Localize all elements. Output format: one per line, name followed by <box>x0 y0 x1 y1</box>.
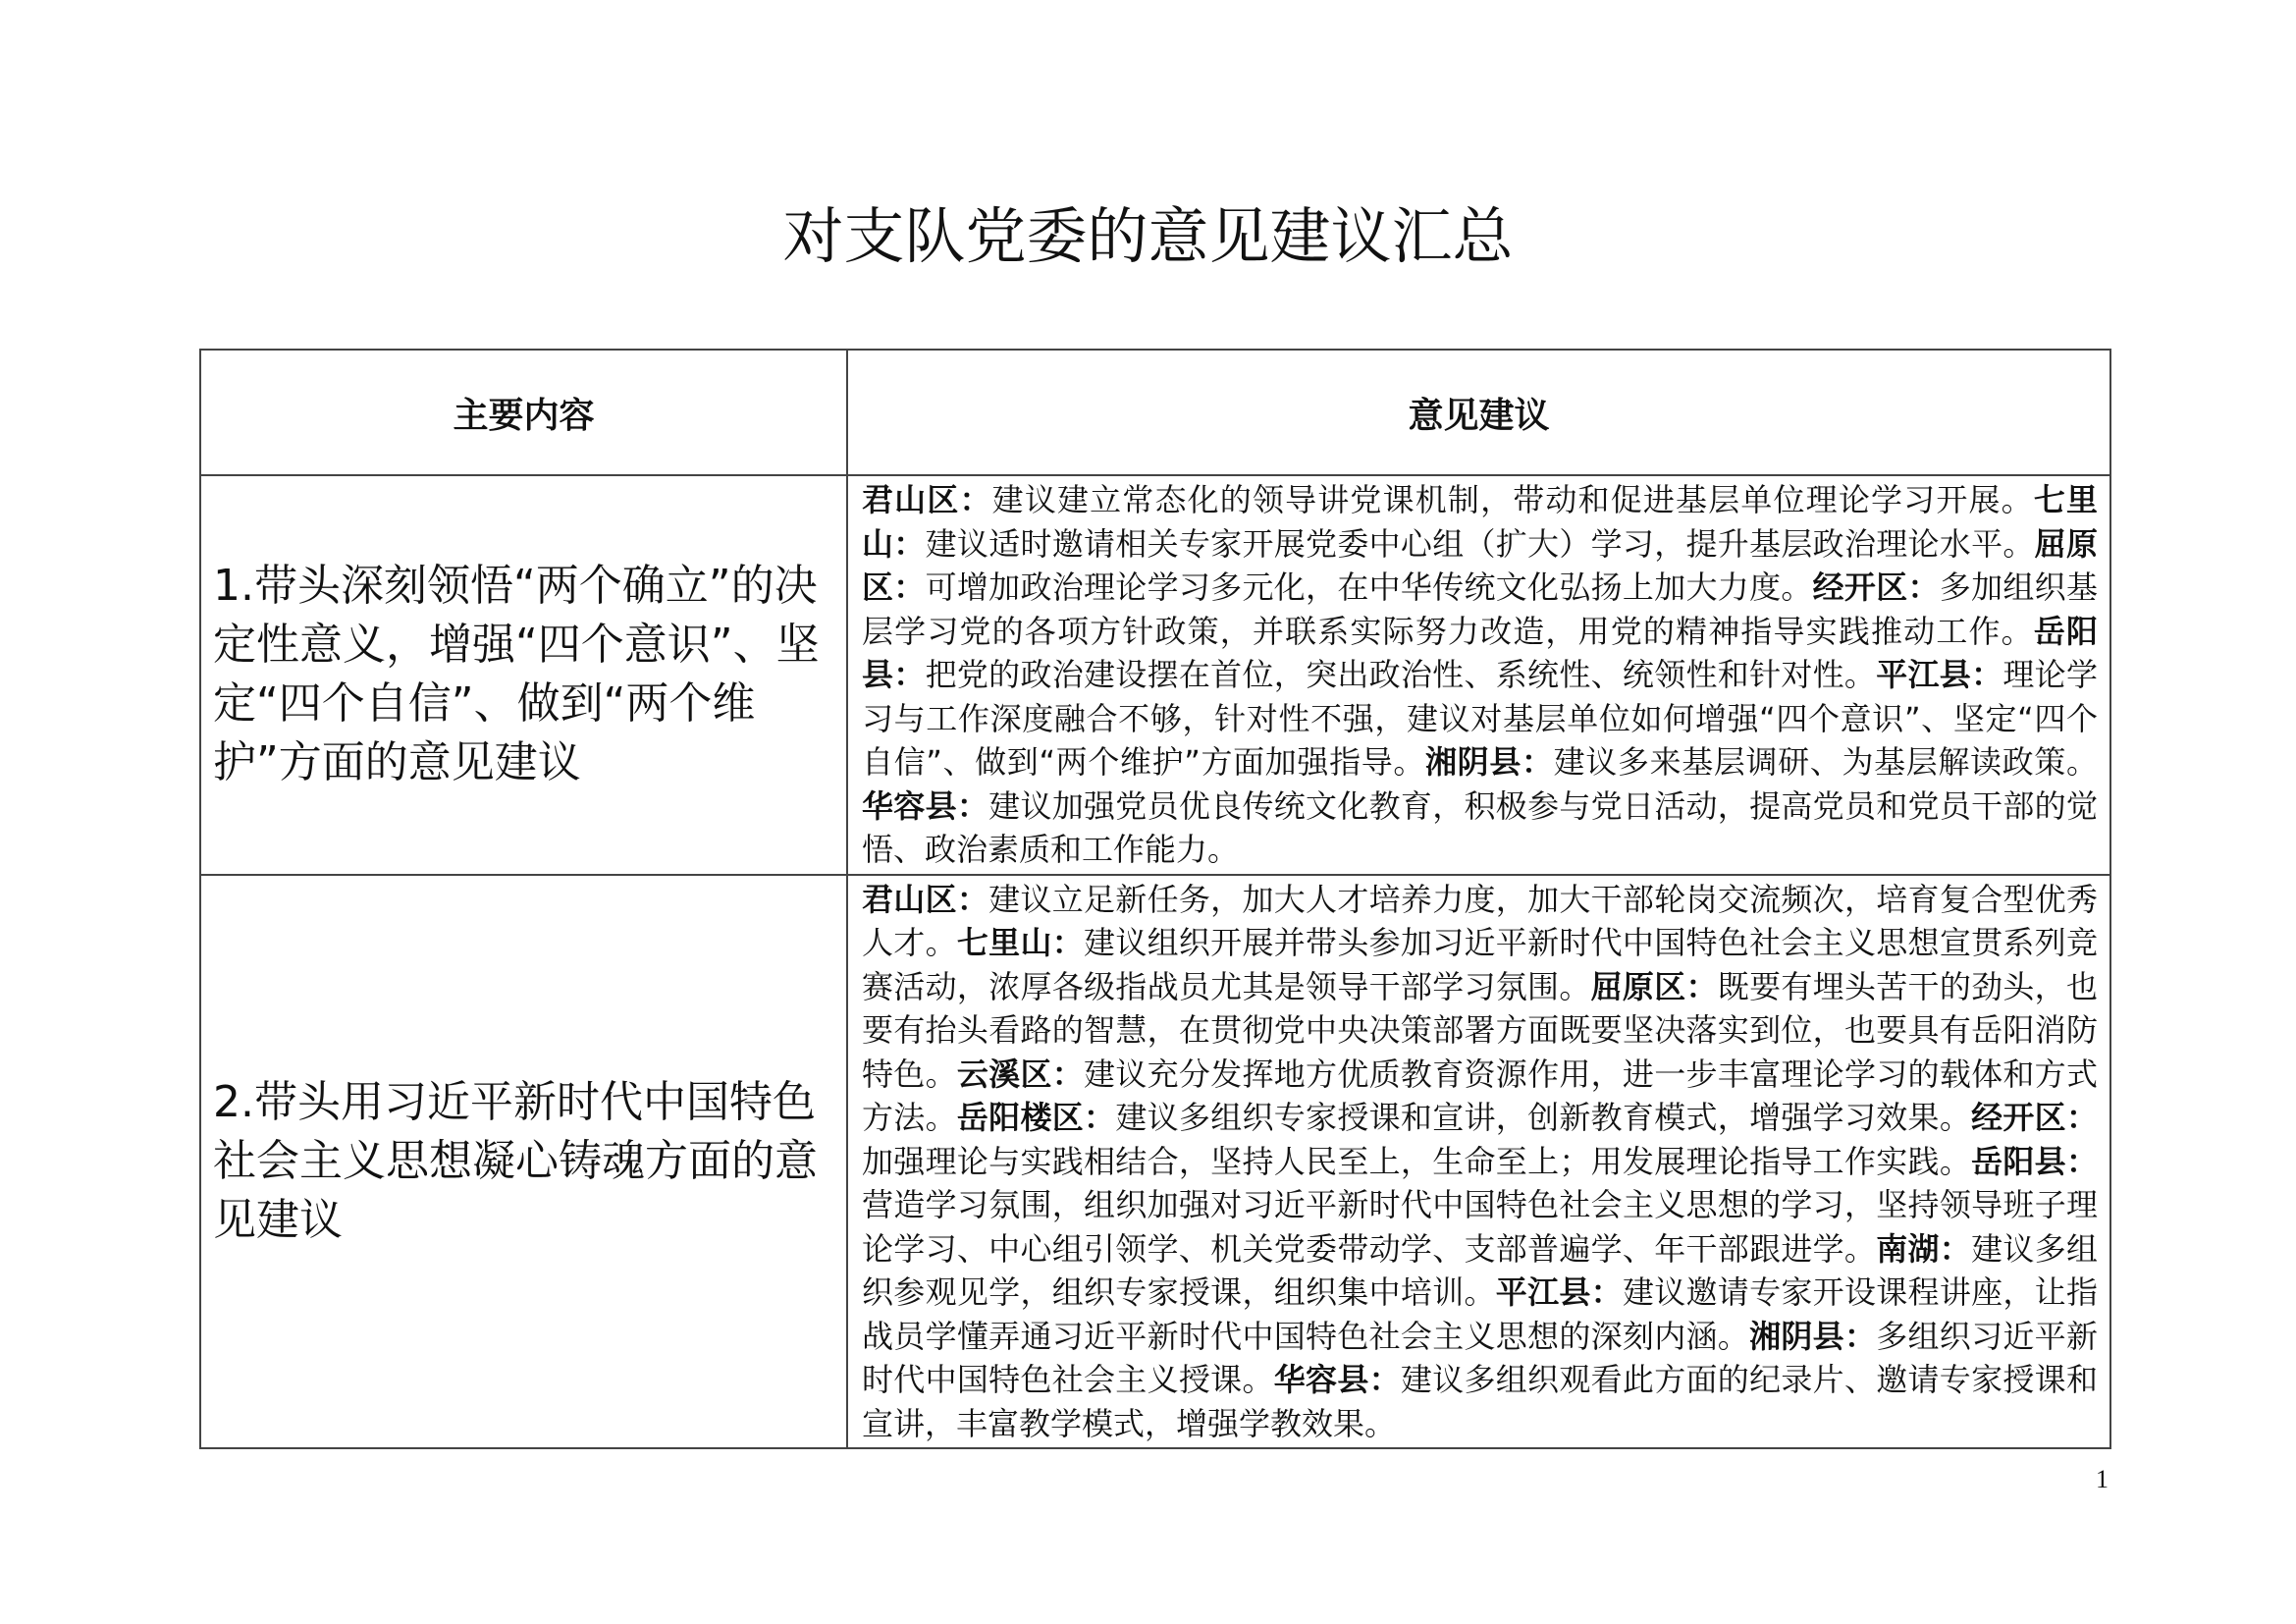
unit-name: 云溪区： <box>956 1055 1085 1093</box>
unit-name: 岳阳县： <box>862 612 2098 693</box>
suggestion-text: 建议适时邀请相关专家开展党委中心组（扩大）学习，提升基层政治理论水平。 <box>925 524 2035 563</box>
suggestion-text: 既要有埋头苦干的劲头，也要有抬头看路的智慧，在贯彻党中央决策部署方面既要坚决落实到位，也要具有岳阳消防特色。 <box>862 967 2098 1093</box>
suggestion-text: 多组织习近平新时代中国特色社会主义授课。 <box>862 1317 2098 1398</box>
suggestion-text: 多加组织基层学习党的各项方针政策，并联系实际努力改造，用党的精神指导实践推动工作。 <box>862 568 2098 650</box>
topic-cell: 1.带头深刻领悟“两个确立”的决定性意义，增强“四个意识”、坚定“四个自信”、做到“两个维护”方面的意见建议 <box>200 475 847 875</box>
suggestion-text: 建议邀请专家开设课程讲座，让指战员学懂弄通习近平新时代中国特色社会主义思想的深刻内涵。 <box>862 1273 2098 1355</box>
unit-name: 君山区： <box>862 481 992 518</box>
unit-name: 平江县： <box>1495 1273 1623 1311</box>
table-row <box>200 875 2110 1449</box>
unit-name: 华容县： <box>862 786 989 825</box>
suggestion-text: 建议立足新任务，加大人才培养力度，加大干部轮岗交流频次，培育复合型优秀人才。 <box>862 880 2098 961</box>
unit-name: 屈原区： <box>1590 967 1718 1005</box>
suggestion-text: 建议多组织专家授课和宣讲，创新教育模式，增强学习效果。 <box>1115 1099 1972 1136</box>
suggestion-text: 建议加强党员优良传统文化教育，积极参与党日活动，提高党员和党员干部的觉悟、政治素质和工作能力。 <box>862 786 2098 868</box>
header-main-content: 主要内容 <box>200 350 847 475</box>
unit-name: 七里山： <box>862 481 2098 563</box>
document-title: 对支队党委的意见建议汇总 <box>782 200 1514 272</box>
unit-name: 湘阴县： <box>1749 1317 1877 1355</box>
suggestion-text: 加强理论与实践相结合，坚持人民至上，生命至上；用发展理论指导工作实践。 <box>862 1142 1972 1180</box>
unit-name: 屈原区： <box>862 524 2098 606</box>
suggestion-table <box>199 349 2111 1449</box>
table-row <box>200 475 2110 875</box>
topic-cell: 2.带头用习近平新时代中国特色社会主义思想凝心铸魂方面的意见建议 <box>200 875 847 1449</box>
suggestion-cell <box>847 875 2110 1449</box>
suggestion-text: 把党的政治建设摆在首位，突出政治性、系统性、统领性和针对性。 <box>925 656 1877 693</box>
suggestion-text: 建议组织开展并带头参加习近平新时代中国特色社会主义思想宣贯系列竞赛活动，浓厚各级指战员尤其是领导干部学习氛围。 <box>862 924 2098 1005</box>
unit-name: 岳阳楼区： <box>956 1099 1116 1136</box>
suggestion-text: 建议多组织参观见学，组织专家授课，组织集中培训。 <box>862 1229 2098 1311</box>
unit-name: 岳阳县： <box>1971 1142 2098 1180</box>
suggestion-text: 建议多组织观看此方面的纪录片、邀请专家授课和宣讲，丰富教学模式，增强学教效果。 <box>862 1361 2098 1442</box>
unit-name: 湘阴县： <box>1425 743 1554 781</box>
suggestion-text: 营造学习氛围，组织加强对习近平新时代中国特色社会主义思想的学习，坚持领导班子理论学习、中心组引领学、机关党委带动学、支部普遍学、年干部跟进学。 <box>862 1186 2098 1268</box>
header-suggestions: 意见建议 <box>847 350 2110 475</box>
unit-name: 经开区： <box>1971 1099 2098 1136</box>
suggestion-text: 建议建立常态化的领导讲党课机制，带动和促进基层单位理论学习开展。 <box>991 481 2034 518</box>
suggestion-text: 可增加政治理论学习多元化，在中华传统文化弘扬上加大力度。 <box>925 568 1813 606</box>
unit-name: 七里山： <box>956 924 1085 961</box>
unit-name: 平江县： <box>1876 656 2003 693</box>
unit-name: 经开区： <box>1812 568 1940 606</box>
suggestion-text: 建议充分发挥地方优质教育资源作用，进一步丰富理论学习的载体和方式方法。 <box>862 1055 2098 1136</box>
page-number: 1 <box>2096 1465 2109 1493</box>
unit-name: 华容县： <box>1273 1361 1401 1398</box>
table-header-row <box>200 350 2110 475</box>
unit-name: 南湖： <box>1876 1229 1972 1268</box>
suggestion-text: 理论学习与工作深度融合不够，针对性不强，建议对基层单位如何增强“四个意识”、坚定“四个自信”、做到“两个维护”方面加强指导。 <box>862 656 2098 781</box>
suggestion-text: 建议多来基层调研、为基层解读政策。 <box>1553 743 2098 781</box>
unit-name: 君山区： <box>862 880 989 918</box>
suggestion-cell <box>847 475 2110 875</box>
